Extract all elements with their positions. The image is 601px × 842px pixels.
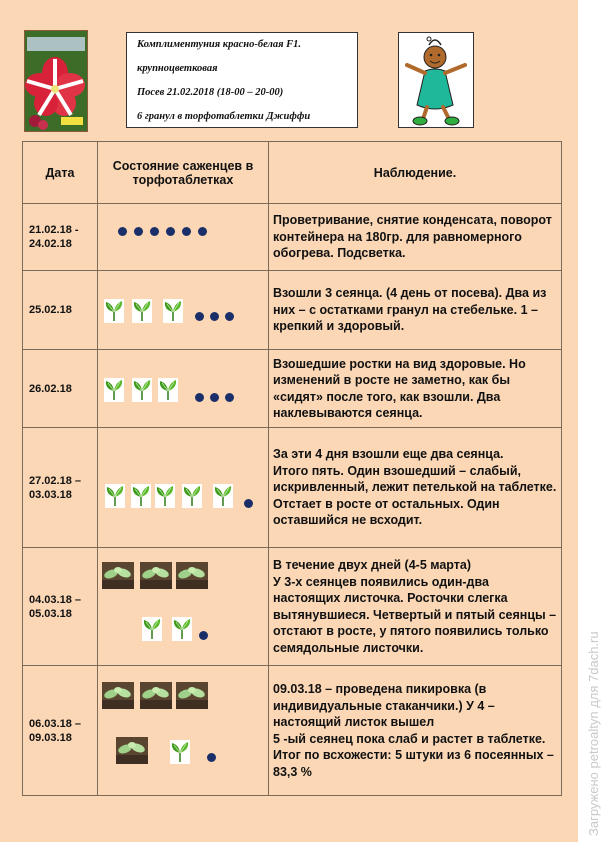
seedling-state-icons	[98, 351, 268, 427]
row-date: 06.03.18 – 09.03.18	[23, 666, 98, 796]
seedling-photo-icon	[102, 562, 134, 589]
seed-dot-icon	[166, 227, 175, 236]
seedling-state-icons	[98, 667, 268, 795]
row-date: 25.02.18	[23, 271, 98, 350]
seedling-log-table	[22, 141, 562, 796]
cartoon-doll-icon	[399, 33, 473, 127]
sprout-icon	[132, 378, 152, 402]
sprout-icon	[170, 740, 190, 764]
mascot-frame	[398, 32, 474, 128]
seedling-photo-icon	[102, 682, 134, 709]
row-observation: Взошли 3 сеянца. (4 день от посева). Два из них – с остатками гранул на стебельке. 1 – крепкий и здоровый.	[269, 271, 562, 350]
seed-dot-icon	[118, 227, 127, 236]
row-observation: Взошедшие ростки на вид здоровые. Но изменений в росте не заметно, как бы «сидят» после того, как взошли. Два наклевываются сеянца.	[269, 350, 562, 428]
seed-dot-icon	[207, 753, 216, 762]
seed-dot-icon	[195, 393, 204, 402]
sprout-icon	[105, 484, 125, 508]
sprout-icon	[163, 299, 183, 323]
petunia-flower-icon	[25, 31, 87, 131]
variety-name: Комплиментуния красно-белая F1.	[137, 39, 302, 50]
table-row	[23, 271, 562, 350]
row-seedling-state	[98, 428, 269, 548]
sprout-icon	[182, 484, 202, 508]
seedling-state-icons	[98, 429, 268, 547]
seed-dot-icon	[210, 393, 219, 402]
row-date: 27.02.18 – 03.03.18	[23, 428, 98, 548]
row-observation: В течение двух дней (4-5 марта) У 3-х сеянцев появились один-два настоящих листочка. Росточки слегка вытянувшиеся. Четвертый и пятый сеянцы – отстают в росте, у пятого появились только семядольные листочки.	[269, 548, 562, 666]
table-row	[23, 428, 562, 548]
variety-type: крупноцветковая	[137, 63, 218, 74]
petunia-seed-packet-image	[24, 30, 88, 132]
row-seedling-state	[98, 350, 269, 428]
sprout-icon	[155, 484, 175, 508]
seedling-photo-icon	[140, 682, 172, 709]
seedling-photo-icon	[140, 562, 172, 589]
seedling-photo-icon	[116, 737, 148, 764]
sowing-date: Посев 21.02.2018 (18-00 – 20-00)	[137, 87, 284, 98]
table-header-row	[23, 142, 562, 204]
row-seedling-state	[98, 271, 269, 350]
sowing-method: 6 гранул в торфотаблетки Джиффи	[137, 111, 311, 122]
seed-dot-icon	[244, 499, 253, 508]
row-observation: 09.03.18 – проведена пикировка (в индивидуальные стаканчики.) У 4 – настоящий листок вышел 5 -ый сеянец пока слаб и растет в таблетке. Итог по всхожести: 5 штуки из 6 посеянных – 83,3 %	[269, 666, 562, 796]
sowing-info-box	[126, 32, 358, 128]
seedling-state-icons	[98, 272, 268, 349]
table-row	[23, 204, 562, 271]
sprout-icon	[158, 378, 178, 402]
seed-dot-icon	[195, 312, 204, 321]
seed-dot-icon	[225, 312, 234, 321]
seed-dot-icon	[198, 227, 207, 236]
row-date: 21.02.18 - 24.02.18	[23, 204, 98, 271]
row-observation: За эти 4 дня взошли еще два сеянца. Итого пять. Один взошедший – слабый, искривленный, лежит петелькой на таблетке. Отстает в росте от остальных. Один оставшийся не всходит.	[269, 428, 562, 548]
seed-dot-icon	[182, 227, 191, 236]
seedling-photo-icon	[176, 682, 208, 709]
column-header-date: Дата	[23, 142, 98, 204]
seedling-state-icons	[98, 549, 268, 665]
sprout-icon	[142, 617, 162, 641]
row-seedling-state	[98, 548, 269, 666]
row-seedling-state	[98, 666, 269, 796]
sprout-icon	[104, 378, 124, 402]
sprout-icon	[104, 299, 124, 323]
watermark-strip	[578, 0, 601, 842]
table-row	[23, 548, 562, 666]
seed-dot-icon	[225, 393, 234, 402]
seedling-state-icons	[98, 205, 268, 270]
seedling-photo-icon	[176, 562, 208, 589]
row-seedling-state	[98, 204, 269, 271]
row-date: 26.02.18	[23, 350, 98, 428]
table-row	[23, 350, 562, 428]
seed-dot-icon	[150, 227, 159, 236]
sprout-icon	[213, 484, 233, 508]
sprout-icon	[172, 617, 192, 641]
seed-dot-icon	[199, 631, 208, 640]
sprout-icon	[131, 484, 151, 508]
sprout-icon	[132, 299, 152, 323]
row-date: 04.03.18 – 05.03.18	[23, 548, 98, 666]
seed-dot-icon	[134, 227, 143, 236]
row-observation: Проветривание, снятие конденсата, поворот контейнера на 180гр. для равномерного обогрева. Подсветка.	[269, 204, 562, 271]
table-row	[23, 666, 562, 796]
column-header-observation: Наблюдение.	[269, 142, 562, 204]
watermark-text: Загружено petroaltyn для 7dach.ru	[586, 631, 601, 836]
column-header-state: Состояние саженцев в торфотаблетках	[98, 142, 269, 204]
seed-dot-icon	[210, 312, 219, 321]
